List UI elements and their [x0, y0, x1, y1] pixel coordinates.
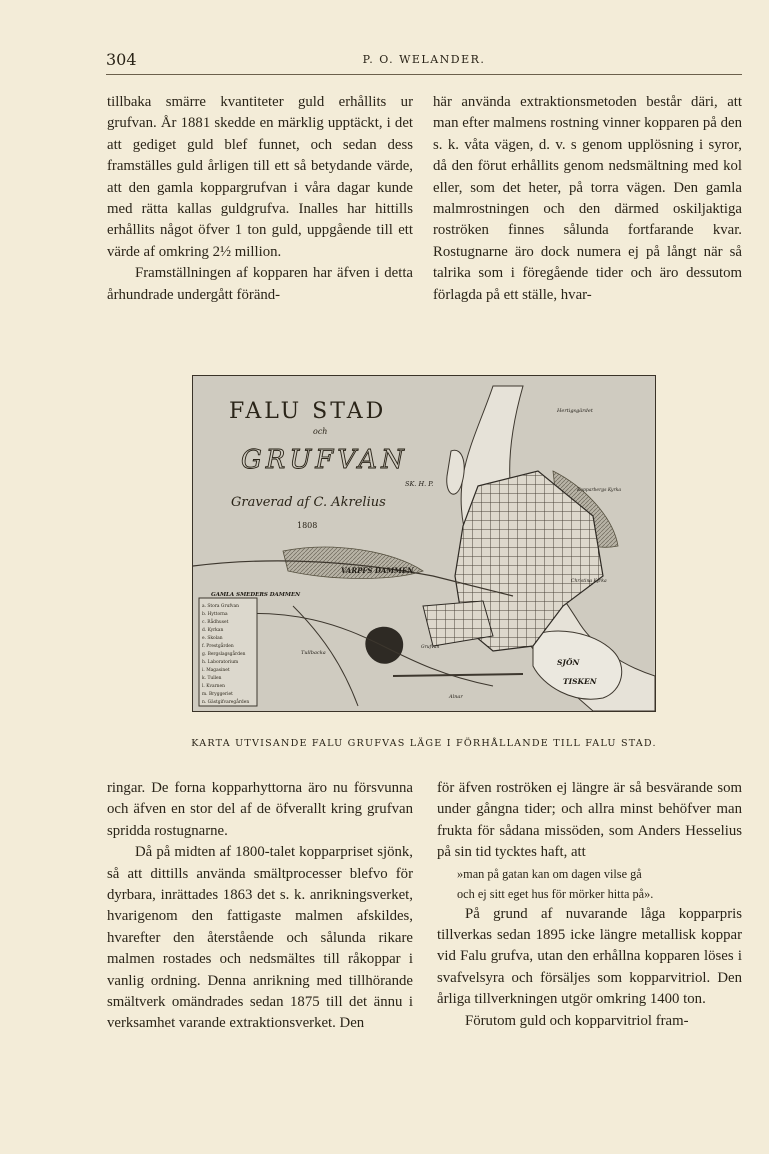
- header-rule: [106, 74, 742, 75]
- quoted-verse: [437, 864, 742, 904]
- legend-entry: n. Gästgifvaregården: [202, 700, 250, 705]
- map-label: Kopparbergs Kyrka: [577, 488, 622, 493]
- map-year: 1808: [297, 521, 318, 530]
- page-header: [106, 50, 742, 72]
- legend-entry: a. Stora Grufvan: [202, 604, 239, 609]
- verse-line: och ej sitt eget hus för mörker hitta på».: [457, 886, 654, 901]
- map-label: Grufvan: [421, 645, 440, 650]
- paragraph: för äfven roströken ej längre är så besvärande som under gångna tider; och allra minst behöfver man frukta för sådana missöden, som Anders Hesselius på sin tid tycktes haft, att: [437, 780, 742, 861]
- text-column-top-left: [107, 92, 413, 306]
- legend-entry: g. Bergslagsgården: [202, 652, 246, 657]
- map-label: GAMLA SMEDERS DAMMEN: [211, 592, 301, 598]
- map-label: Christina Kyrka: [571, 579, 607, 584]
- text-column-top-right: [433, 92, 742, 306]
- legend-entry: l. Kvarnen: [202, 684, 225, 689]
- page-number: 304: [106, 50, 137, 69]
- map-label: SK. H. P.: [405, 480, 434, 488]
- paragraph: Förutom guld och kopparvitriol fram-: [465, 1012, 689, 1029]
- paragraph: ringar. De forna kopparhyttorna äro nu försvunna och äfven en stor del af de öfverallt kring grufvan spridda rostugnarne.: [107, 780, 413, 839]
- paragraph: Då på midten af 1800-talet kopparpriset sjönk, så att dittills använda smältprocesser blefvo för dyrbara, inrättades 1863 det s. k. anrikningsverket, hvarigenom den fattigaste malmen afskildes, hvarefter den återstående och sålunda rikare malmen rostades och nedsmältes till råkoppar i vanlig ordning. Denna anrikning med tillhörande smältverk omändrades sedan 1875 till det ännu i verksamhet varande extraktionsverket. Den: [107, 844, 413, 1032]
- legend-entry: e. Skolan: [202, 636, 223, 641]
- legend-entry: c. Rådhuset: [202, 620, 229, 625]
- map-title: FALU STAD: [229, 399, 387, 424]
- map-label: Tullbacka: [301, 650, 326, 656]
- legend-entry: b. Hyttorna: [202, 612, 228, 617]
- legend-entry: h. Laboratorium: [202, 660, 239, 665]
- legend-entry: f. Prestgården: [202, 644, 234, 649]
- map-engraver: Graverad af C. Akrelius: [231, 495, 386, 510]
- map-label: VARPFS DAMMEN: [341, 566, 414, 575]
- paragraph: Framställningen af kopparen har äfven i detta århundrade undergått föränd-: [107, 265, 413, 303]
- map-image: [193, 376, 655, 711]
- legend-entry: i. Magasinet: [202, 668, 230, 673]
- map-label: Hertigsgärdet: [557, 408, 593, 414]
- legend-entry: m. Bryggeriet: [202, 692, 233, 697]
- legend-entry: k. Tullen: [202, 676, 222, 681]
- paragraph: På grund af nuvarande låga kopparpris tillverkas sedan 1895 icke längre metallisk koppar vid Falu grufva, utan den erhållna kopparen löses i svafvelsyra och försäljes som kopparvitriol. Den årliga tillverkningen utgör omkring 1400 ton.: [437, 905, 742, 1008]
- paragraph: här använda extraktionsmetoden består däri, att man efter malmens rostning vinner kopparen på den s. k. våta vägen, d. v. s genom upplösning i syror, då den förut erhållits genom nedsmältning med kol eller, som det heter, på torra vägen. Den gamla malmrostningen och den därmed oskiljaktiga roströken finnes sålunda fortfarande kvar. Rostugnarne äro dock numera ej på långt när så talrika som i föregående tider och äro dessutom förlagda på ett ställe, hvar-: [433, 94, 742, 303]
- figure-caption: KARTA UTVISANDE FALU GRUFVAS LÄGE I FÖRHÅLLANDE TILL FALU STAD.: [191, 738, 657, 749]
- text-column-bottom-left: [107, 778, 413, 1035]
- map-title-grufvan: GRUFVAN: [241, 445, 408, 475]
- map-title-och: och: [313, 427, 328, 436]
- legend-entry: d. Kyrkan: [202, 628, 224, 633]
- paragraph: tillbaka smärre kvantiteter guld erhållits ur grufvan. År 1881 skedde en märklig upptäckt, i det att gediget guld blef funnet, och sedan dess framställes guld årligen till ett så betydande värde, att den gamla koppargrufvan i våra dagar kunde med rätta kallas guldgrufva. Inalles har hittills erhållits något öfver 1 ton guld, uppgående till ett värde af omkring 2½ million.: [107, 94, 413, 260]
- running-head: P. O. WELANDER.: [362, 53, 486, 66]
- map-label: SJÖN: [557, 658, 580, 667]
- map-figure: [192, 375, 656, 712]
- text-column-bottom-right: [437, 778, 742, 1032]
- map-label: Alnar: [449, 694, 463, 700]
- map-label: TISKEN: [563, 677, 597, 686]
- verse-line: »man på gatan kan om dagen vilse gå: [457, 866, 642, 881]
